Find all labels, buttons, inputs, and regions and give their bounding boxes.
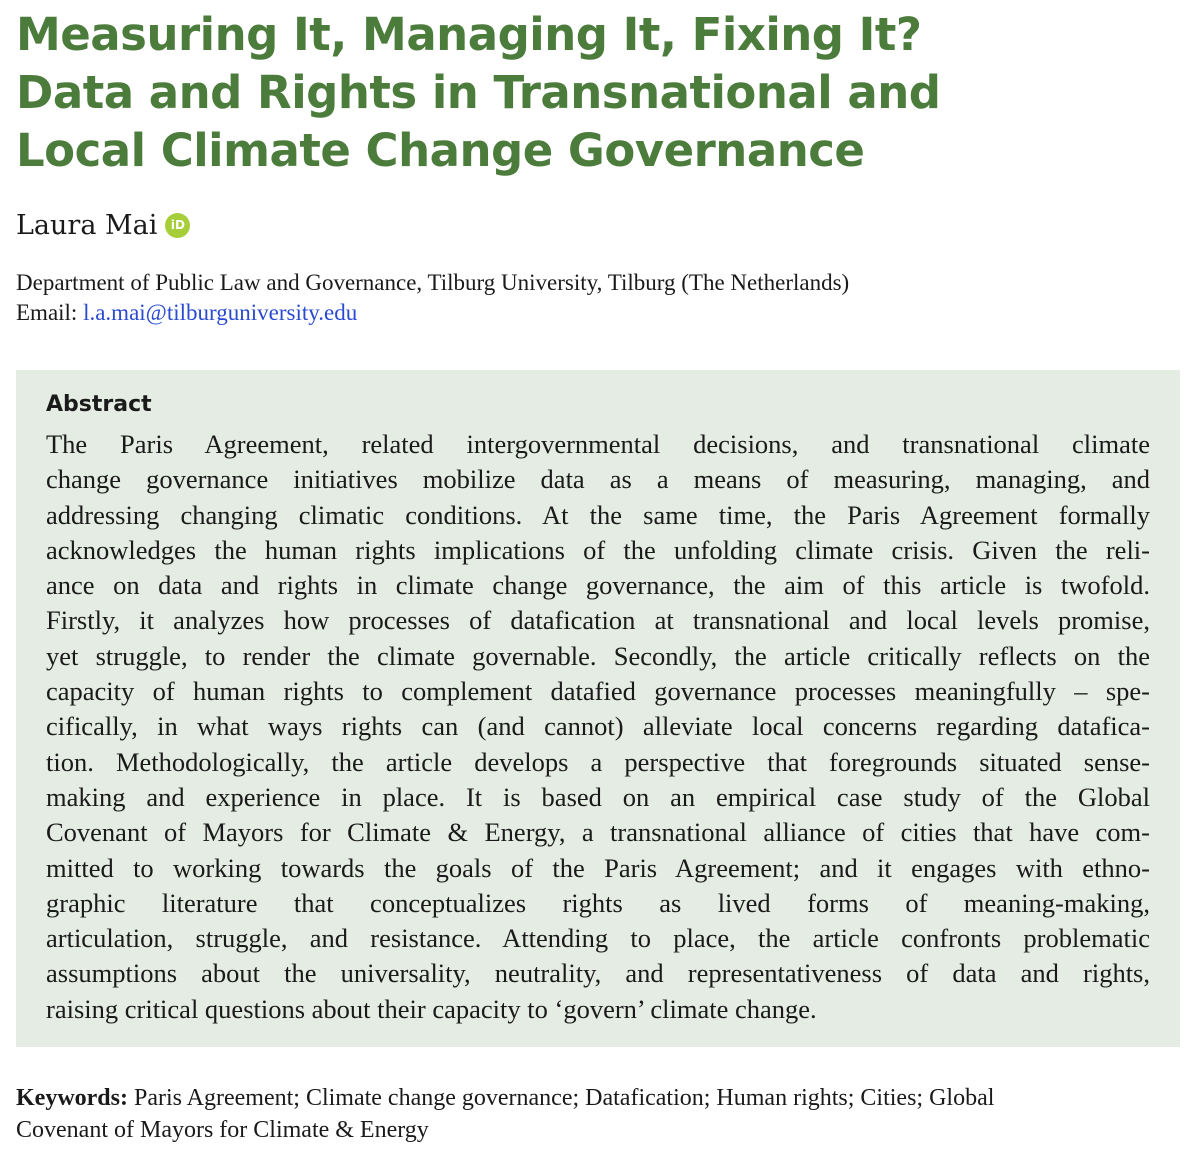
orcid-icon[interactable]: iD — [165, 213, 190, 238]
abstract-line: assumptions about the universality, neutrality, and representativeness of data and rights, — [46, 958, 1150, 989]
title-line: Data and Rights in Transnational and — [16, 66, 941, 119]
abstract-line: The Paris Agreement, related intergovernmental decisions, and transnational climate — [46, 429, 1150, 459]
abstract-line: change governance initiatives mobilize data as a means of measuring, managing, and — [46, 464, 1150, 495]
keywords-block — [16, 1082, 1136, 1146]
abstract-heading: Abstract — [46, 392, 152, 417]
keywords-text: Covenant of Mayors for Climate & Energy — [16, 1117, 429, 1143]
abstract-line: addressing changing climatic conditions. At the same time, the Paris Agreement formally — [46, 499, 1150, 530]
affiliation-text: Department of Public Law and Governance, Tilburg University, Tilburg (The Netherlands) — [16, 270, 850, 295]
abstract-line: yet struggle, to render the climate governable. Secondly, the article critically reflects on the — [46, 640, 1150, 671]
abstract-line: capacity of human rights to complement datafied governance processes meaningfully – spe- — [46, 676, 1150, 707]
abstract-line: cifically, in what ways rights can (and cannot) alleviate local concerns regarding datafica- — [46, 711, 1150, 742]
abstract-line: articulation, struggle, and resistance. Attending to place, the article confronts problematic — [46, 923, 1150, 954]
abstract-line: Covenant of Mayors for Climate & Energy, a transnational alliance of cities that have com- — [46, 817, 1150, 848]
abstract-line: ance on data and rights in climate change governance, the aim of this article is twofold. — [46, 570, 1150, 601]
abstract-line: acknowledges the human rights implications of the unfolding climate crisis. Given the reli- — [46, 534, 1150, 565]
abstract-line: graphic literature that conceptualizes rights as lived forms of meaning-making, — [46, 887, 1150, 918]
abstract-body — [46, 427, 1150, 1027]
title-line: Local Climate Change Governance — [16, 124, 865, 177]
keywords-label: Keywords: — [16, 1085, 128, 1111]
email-link[interactable]: l.a.mai@tilburguniversity.edu — [83, 300, 358, 325]
abstract-line: making and experience in place. It is based on an empirical case study of the Global — [46, 781, 1150, 812]
abstract-line: mitted to working towards the goals of the Paris Agreement; and it engages with ethno- — [46, 852, 1150, 883]
email-label: Email: — [16, 300, 78, 325]
abstract-line: tion. Methodologically, the article develops a perspective that foregrounds situated sense- — [46, 746, 1150, 777]
affiliation-block — [16, 268, 849, 328]
keywords-text: Paris Agreement; Climate change governance; Datafication; Human rights; Cities; Global — [133, 1085, 995, 1111]
author-name: Laura Mai — [16, 209, 158, 241]
abstract-line: Firstly, it analyzes how processes of datafication at transnational and local levels promise, — [46, 605, 1150, 636]
article-title — [16, 6, 940, 180]
title-line: Measuring It, Managing It, Fixing It? — [16, 8, 922, 61]
abstract-box — [16, 370, 1180, 1047]
abstract-line: raising critical questions about their capacity to ‘govern’ climate change. — [46, 993, 817, 1024]
author-row — [16, 205, 190, 245]
email-row — [16, 298, 849, 328]
keywords-line — [16, 1082, 1136, 1114]
